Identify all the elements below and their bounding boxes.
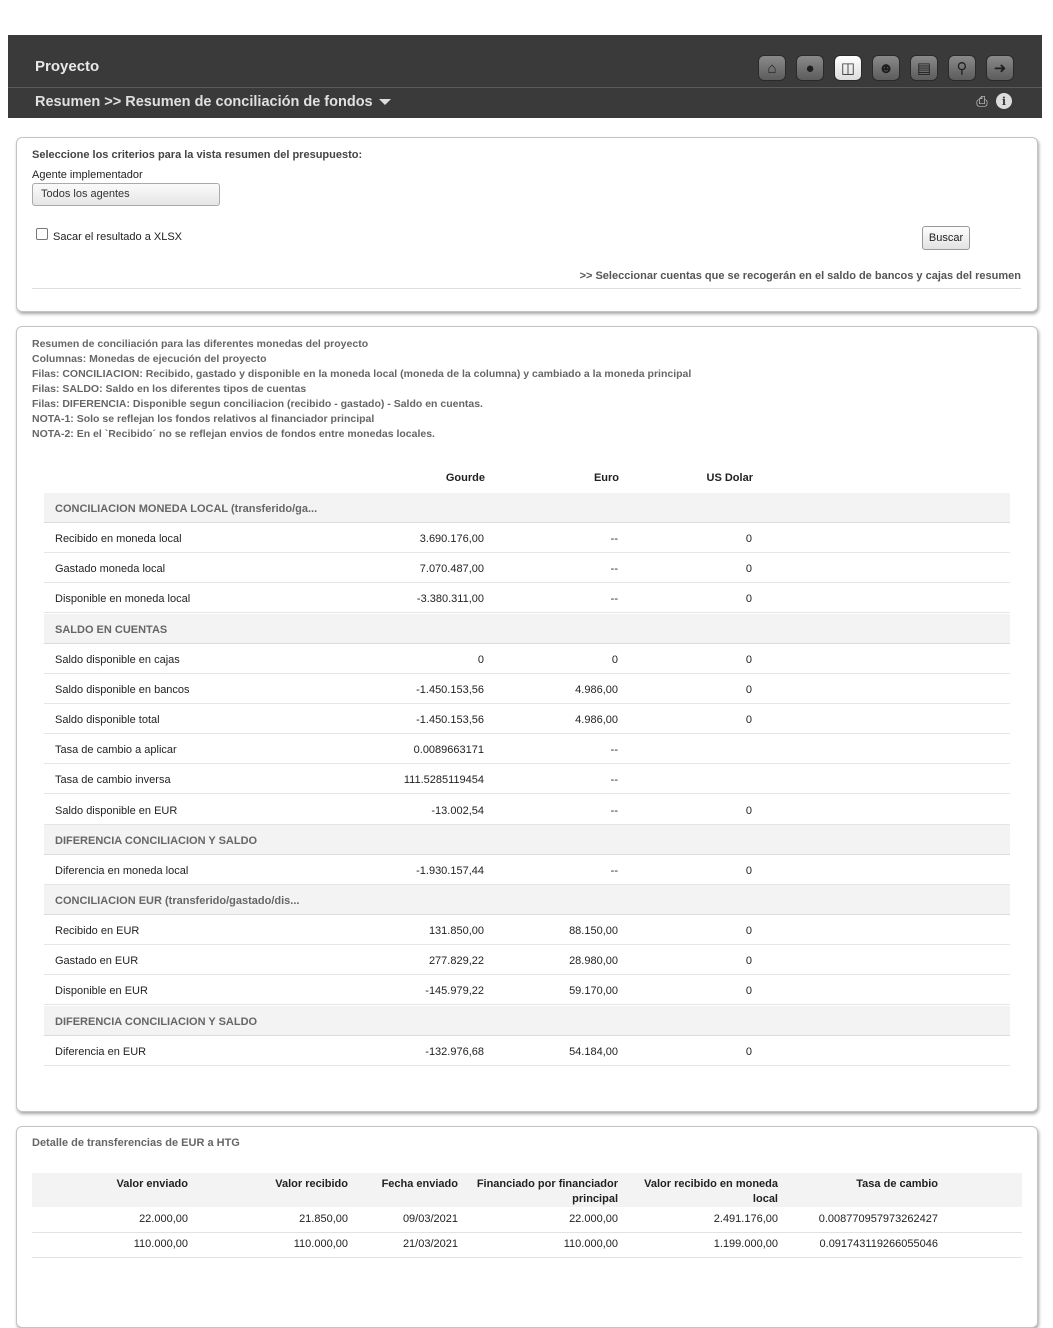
table-cell: 0 [745, 864, 752, 877]
row-label: Tasa de cambio a aplicar [55, 744, 177, 757]
row-label: Disponible en moneda local [55, 593, 191, 606]
section-label: DIFERENCIA CONCILIACION Y SALDO [55, 1015, 258, 1028]
note-line: Filas: CONCILIACION: Recibido, gastado y disponible en la moneda local (moneda de la columna) y cambiado a la moneda principal [32, 368, 692, 380]
table-cell: 0 [745, 563, 752, 576]
table-row [44, 674, 1010, 704]
column-header: US Dolar [706, 472, 753, 484]
summary-panel [16, 326, 1038, 1112]
section-label: CONCILIACION MONEDA LOCAL (transferido/ga... [55, 503, 318, 515]
table-row [44, 1036, 1010, 1066]
note-line: Columnas: Monedas de ejecución del proyecto [32, 353, 267, 365]
table-cell: -- [610, 533, 618, 546]
section-label: CONCILIACION EUR (transferido/gastado/dis... [55, 894, 300, 907]
table-cell: 0 [745, 653, 752, 666]
table-cell: -1.930.157,44 [416, 864, 484, 877]
table-cell: 0 [745, 985, 752, 998]
table-cell: -- [610, 563, 618, 576]
project-title: Proyecto [35, 58, 100, 75]
users-clock-icon[interactable]: ● [796, 55, 824, 81]
database-icon[interactable]: ◫ [834, 55, 862, 81]
section-header-row [44, 614, 1010, 644]
section-header-row [44, 825, 1010, 855]
table-cell: 21.850,00 [299, 1213, 348, 1225]
table-cell: -- [610, 593, 618, 606]
section-label: SALDO EN CUENTAS [55, 623, 168, 636]
table-cell: -13.002,54 [431, 804, 484, 817]
header-divider [8, 87, 1042, 88]
table-cell: 0 [745, 683, 752, 696]
table-row [44, 734, 1010, 764]
table-cell: -132.976,68 [425, 1045, 484, 1058]
table-cell: 0 [745, 925, 752, 938]
table-cell: 22.000,00 [139, 1213, 188, 1225]
exit-icon[interactable]: ➜ [986, 55, 1014, 81]
table-cell: -- [610, 744, 618, 757]
info-icon[interactable]: i [996, 93, 1012, 109]
row-label: Saldo disponible en cajas [55, 653, 180, 666]
xlsx-label: Sacar el resultado a XLSX [53, 231, 183, 243]
search-button[interactable]: Buscar [922, 226, 970, 250]
table-cell: 111.5285119454 [403, 774, 484, 787]
table-cell: 2.491.176,00 [713, 1213, 778, 1225]
user-icon[interactable]: ☻ [872, 55, 900, 81]
section-header-row [44, 493, 1010, 523]
column-header: Gourde [445, 472, 485, 484]
breadcrumb-text: Resumen >> Resumen de conciliación de fondos [35, 94, 373, 110]
table-row [44, 704, 1010, 734]
note-line: NOTA-2: En el `Recibido´ no se reflejan envios de fondos entre monedas locales. [32, 428, 435, 440]
divider [32, 288, 1021, 289]
table-cell: -- [610, 804, 618, 817]
agent-label: Agente implementador [32, 169, 143, 181]
table-row [44, 583, 1010, 613]
row-label: Gastado moneda local [55, 563, 166, 576]
table-row [44, 795, 1010, 825]
table-cell: 0 [745, 1045, 752, 1058]
table-cell: 110.000,00 [133, 1238, 188, 1250]
column-header: Financiado por financiador principal [476, 1178, 618, 1205]
row-label: Disponible en EUR [55, 985, 148, 998]
column-header: Euro [593, 472, 619, 484]
table-row [44, 644, 1010, 674]
key-icon[interactable]: ⚲ [948, 55, 976, 81]
table-cell: 22.000,00 [569, 1213, 618, 1225]
chevron-down-icon[interactable] [379, 99, 391, 105]
table-cell: 4.986,00 [575, 714, 618, 727]
select-accounts-link[interactable]: >> Seleccionar cuentas que se recogerán en el saldo de bancos y cajas del resumen [579, 270, 1021, 282]
note-line: Filas: DIFERENCIA: Disponible segun conciliacion (recibido - gastado) - Saldo en cuentas. [32, 398, 483, 410]
transfers-panel [16, 1126, 1038, 1328]
row-label: Gastado en EUR [55, 955, 139, 968]
table-cell: 09/03/2021 [402, 1213, 458, 1225]
row-label: Diferencia en EUR [55, 1045, 147, 1058]
table-row [32, 1233, 1022, 1258]
table-cell: 0 [745, 714, 752, 727]
table-cell: 7.070.487,00 [419, 563, 484, 576]
table-cell: 88.150,00 [569, 925, 618, 938]
table-cell: -1.450.153,56 [416, 683, 484, 696]
row-label: Saldo disponible en EUR [55, 804, 178, 817]
table-row [44, 764, 1010, 794]
table-cell: 4.986,00 [575, 683, 618, 696]
transfers-title: Detalle de transferencias de EUR a HTG [32, 1137, 240, 1149]
header-bar [8, 35, 1042, 118]
column-header: Valor recibido en moneda local [644, 1178, 778, 1205]
table-cell: 1.199.000,00 [713, 1238, 778, 1250]
table-cell: 54.184,00 [569, 1045, 618, 1058]
table-cell: 0.091743119266055046 [819, 1238, 938, 1250]
table-row [44, 523, 1010, 553]
home-icon[interactable]: ⌂ [758, 55, 786, 81]
summary-notes [32, 337, 691, 442]
row-label: Recibido en moneda local [55, 533, 182, 546]
table-cell: 0 [745, 533, 752, 546]
row-label: Saldo disponible total [55, 714, 160, 727]
table-cell: 277.829,22 [428, 955, 484, 968]
xlsx-checkbox[interactable] [36, 228, 48, 240]
section-header-row [44, 885, 1010, 915]
table-cell: 0.0089663171 [413, 744, 484, 757]
table-cell: 21/03/2021 [402, 1238, 458, 1250]
table-row [44, 975, 1010, 1005]
table-cell: 110.000,00 [563, 1238, 618, 1250]
wallet-icon[interactable]: ▤ [910, 55, 938, 81]
table-cell: 131.850,00 [428, 925, 484, 938]
table-cell: -- [610, 864, 618, 877]
row-label: Diferencia en moneda local [55, 864, 189, 877]
table-cell: -1.450.153,56 [416, 714, 484, 727]
note-line: Resumen de conciliación para las diferentes monedas del proyecto [32, 338, 369, 350]
table-cell: 28.980,00 [569, 955, 618, 968]
row-label: Saldo disponible en bancos [55, 683, 190, 696]
row-label: Recibido en EUR [55, 925, 140, 938]
table-cell: 0.008770957973262427 [818, 1213, 938, 1225]
print-icon[interactable]: ⎙ [976, 92, 988, 109]
table-row [44, 553, 1010, 583]
breadcrumb[interactable] [35, 94, 391, 110]
table-cell: 0 [745, 955, 752, 968]
column-header: Tasa de cambio [856, 1178, 938, 1190]
column-header: Valor recibido [275, 1178, 348, 1190]
table-row [44, 915, 1010, 945]
row-label: Tasa de cambio inversa [55, 774, 171, 787]
column-header: Fecha enviado [381, 1178, 458, 1190]
filters-title: Seleccione los criterios para la vista resumen del presupuesto: [32, 149, 363, 161]
table-cell: 0 [745, 593, 752, 606]
column-header: Valor enviado [116, 1178, 188, 1190]
table-row [32, 1208, 1022, 1233]
filters-panel [16, 137, 1038, 312]
table-cell: 110.000,00 [293, 1238, 348, 1250]
transfers-header-row [32, 1173, 1022, 1207]
table-cell: -- [610, 774, 618, 787]
agent-select[interactable]: Todos los agentes [32, 183, 220, 206]
table-cell: 59.170,00 [569, 985, 618, 998]
table-row [44, 945, 1010, 975]
table-cell: -3.380.311,00 [416, 593, 484, 606]
note-line: NOTA-1: Solo se reflejan los fondos relativos al financiador principal [32, 413, 375, 425]
table-cell: -145.979,22 [425, 985, 484, 998]
table-cell: 0 [745, 804, 752, 817]
table-cell: 0 [477, 653, 484, 666]
note-line: Filas: SALDO: Saldo en los diferentes tipos de cuentas [32, 383, 307, 395]
section-header-row [44, 1006, 1010, 1036]
table-cell: 3.690.176,00 [419, 533, 484, 546]
table-row [44, 855, 1010, 885]
section-label: DIFERENCIA CONCILIACION Y SALDO [55, 834, 258, 847]
table-cell: 0 [611, 653, 618, 666]
